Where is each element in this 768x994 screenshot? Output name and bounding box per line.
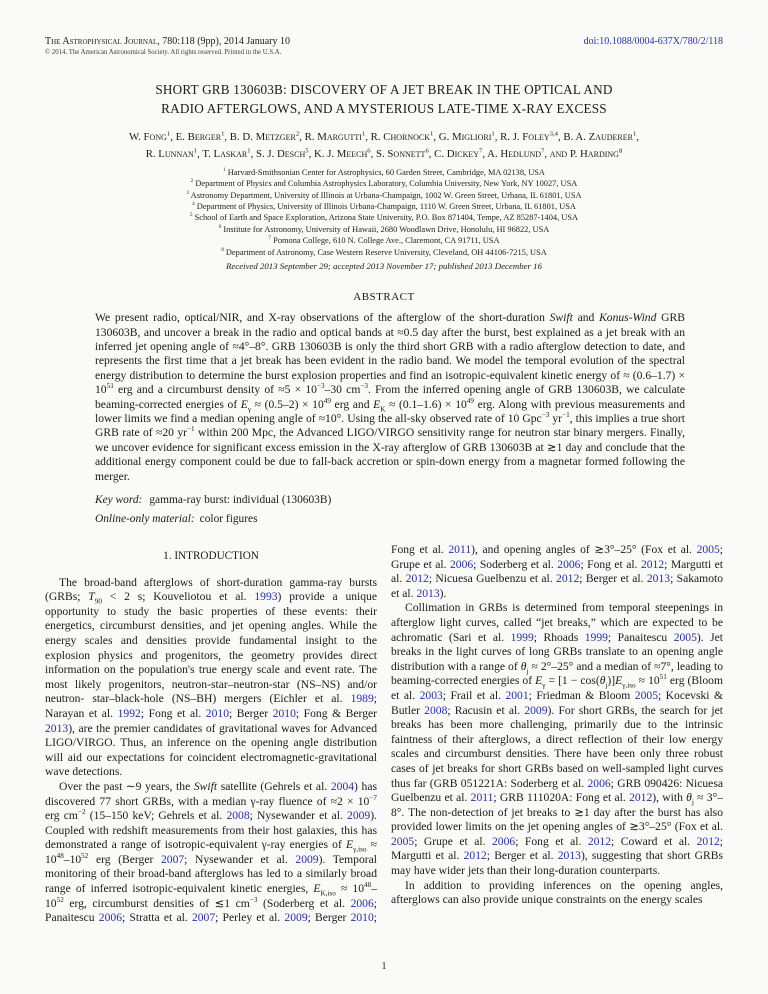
- intro-paragraph: Collimation in GRBs is determined from temporal steepenings in afterglow light curves, called “jet breaks,” which are expected to be achromatic (Sari et al. 1999; Rhoads 1999; Panaitescu 2005). Jet breaks in the light curves of long GRBs translate to an opening angle distribution with a range of $\theta_j \approx 2^\circ-25^\circ$ and a median of ≈7°, leading to beaming-corrected energies of $E_\gamma = [1 - \cos(\theta_j)]E_{\gamma,iso} \approx 10^{51}$ erg (Bloom et al. 2003; Frail et al. 2001; Friedman & Bloom 2005; Kocevski & Butler 2008; Racusin et al. 2009). For short GRBs, the search for jet breaks has been more challenging, primarily due to the intrinsic faintness of their afterglows, a direct reflection of their low energy scales and circumburst densities. There have been only three robust cases of jet breaks for short GRBs based on well-sampled light curves thus far (GRB 051221A: Soderberg et al. 2006; GRB 090426: Nicuesa Guelbenzu et al. 2011; GRB 111020A: Fong et al. 2012), with $\theta_j \approx 3^\circ-8^\circ$. The non-detection of jet breaks to ≳1 day after the burst has also provided lower limits on the jet opening angles of ≳3°–25° (Fox et al. 2005; Grupe et al. 2006; Fong et al. 2012; Coward et al. 2012; Margutti et al. 2012; Berger et al. 2013), suggesting that short GRBs may have wider jets than their long-duration counterparts.: [391, 601, 723, 878]
- citation-link[interactable]: 1999: [510, 630, 534, 644]
- citation-link[interactable]: 2011: [470, 791, 494, 805]
- authors-line2: R. Lunnan$^1$, T. Laskar$^1$, S. J. Desch$^5$, K. J. Meech$^6$, S. Sonnett$^6$, C. Dickey$^7$, A. Hedlund$^7$, and P. Harding$^8$: [145, 147, 623, 161]
- keyword-line: [95, 494, 685, 506]
- citation-link[interactable]: 2008: [226, 809, 250, 823]
- citation-link[interactable]: 2008: [424, 703, 448, 717]
- citation-link[interactable]: 2009: [284, 911, 308, 925]
- citation-link[interactable]: 2010: [205, 706, 229, 720]
- citation-link[interactable]: 2006: [98, 911, 122, 925]
- citation-link[interactable]: 2007: [160, 852, 185, 866]
- citation-link[interactable]: 2006: [557, 557, 581, 571]
- affiliation-line: $^7$ Pomona College, 610 N. College Ave., Claremont, CA 91711, USA: [268, 235, 500, 246]
- header: [45, 36, 723, 47]
- intro-paragraphs: [45, 543, 723, 927]
- citation-link[interactable]: 2006: [449, 557, 474, 571]
- citation-link[interactable]: 2012: [463, 849, 487, 863]
- page-number: 1: [381, 961, 387, 972]
- citation-link[interactable]: 2005: [696, 543, 720, 556]
- citation-link[interactable]: 2013: [646, 572, 671, 586]
- journal-name: The Astrophysical Journal: [45, 36, 158, 47]
- citation-link[interactable]: 2010: [350, 911, 374, 925]
- received-line: Received 2013 September 29; accepted 2013 November 17; published 2013 December 16: [226, 261, 542, 272]
- citation-link[interactable]: 2005: [391, 834, 415, 848]
- citation-link[interactable]: 2013: [416, 586, 440, 600]
- affiliation-line: $^5$ School of Earth and Space Exploration, Arizona State University, P.O. Box 871404, Tempe, AZ 85287-1404, USA: [189, 212, 579, 223]
- citation-link[interactable]: 2009: [347, 809, 371, 823]
- abstract-heading: ABSTRACT: [353, 291, 415, 304]
- citation-link[interactable]: 2006: [587, 776, 611, 790]
- citation-link[interactable]: 2012: [640, 557, 665, 571]
- affiliation-line: $^1$ Harvard-Smithsonian Center for Astrophysics, 60 Garden Street, Cambridge, MA 02138, USA: [223, 166, 545, 177]
- intro-paragraph: Over the past ∼9 years, the Swift satellite (Gehrels et al. 2004) has discovered 77 short GRBs, with a median γ-ray fluence of $\approx 2 \times 10^{-7}$ erg $cm^{-2}$ (15–150 keV; Gehrels et al. 2008; Nysewander et al. 2009). Coupled with redshift measurements from their host galaxies, this has demonstrated a range of isotropic-equivalent γ-ray energies of $E_{\gamma,iso} \approx 10^{48}-10^{52}$ erg (Berger 2007; Nysewander et al. 2009). Temporal monitoring of their broad-band afterglows has led to a similarly broad range of inferred isotropic-equivalent kinetic energies, $E_{K,iso} \approx 10^{48}-10^{52}$ erg, circumburst densities of ≲1 $cm^{-3}$ (Soderberg et al. 2006; Panaitescu 2006; Stratta et al. 2007; Perley et al. 2009; Berger 2010; Fong et al. 2011), and opening angles of ≳3°–25° (Fox et al. 2005; Grupe et al. 2006; Soderberg et al. 2006; Fong et al. 2012; Margutti et al. 2012; Nicuesa Guelbenzu et al. 2012; Berger et al. 2013; Sakamoto et al. 2013).: [45, 543, 723, 925]
- citation-link[interactable]: 2001: [505, 688, 529, 702]
- citation-link[interactable]: 2013: [45, 721, 69, 735]
- affiliation-line: $^2$ Department of Physics and Columbia Astrophysics Laboratory, Columbia University, New York, NY 10027, USA: [190, 178, 578, 189]
- intro-heading: 1. INTRODUCTION: [163, 550, 259, 562]
- citation-link[interactable]: 1993: [254, 590, 278, 604]
- keyword-text: gamma-ray burst: individual (130603B): [149, 494, 332, 506]
- abstract-text: We present radio, optical/NIR, and X-ray observations of the afterglow of the short-duration Swift and Konus-Wind GRB 130603B, and uncover a break in the radio and optical bands at ≈0.5 day after the burst, best explained as a jet break with an inferred jet opening angle of ≈4°–8°. GRB 130603B is only the third short GRB with a radio afterglow detection to date, and represents the first time that a jet break has been evident in the radio band. We model the temporal evolution of the spectral energy distribution to determine the burst explosion properties and find an isotropic-equivalent kinetic energy of ≈ $(0.6-1.7) \times 10^{51}$ erg and a circumburst density of $\approx 5 \times 10^{-3}-30$ $cm^{-3}$. From the inferred opening angle of GRB 130603B, we calculate beaming-corrected energies of $E_\gamma \approx (0.5-2) \times 10^{49}$ erg and $E_K \approx (0.1-1.6) \times 10^{49}$ erg. Along with previous measurements and lower limits we find a median opening angle of ≈10°. Using the all-sky observed rate of 10 Gpc$^{-3}$ $yr^{-1}$, this implies a true short GRB rate of ≈20 $yr^{-1}$ within 200 Mpc, the Advanced LIGO/VIRGO sensitivity range for neutron star binary mergers. Finally, we uncover evidence for significant excess emission in the X-ray afterglow of GRB 130603B at ≳1 day and conclude that the additional energy component could be due to fall-back accretion or spin-down energy from a magnetar formed following the merger.: [95, 311, 686, 483]
- citation-link[interactable]: 2007: [191, 911, 216, 925]
- keyword-label: Key word:: [95, 494, 143, 506]
- citation-link[interactable]: 2012: [405, 572, 429, 586]
- affiliation-line: $^3$ Astronomy Department, University of Illinois at Urbana-Champaign, 1002 W. Green Street, Urbana, IL 61801, USA: [186, 189, 582, 200]
- citation-link[interactable]: 2012: [696, 834, 720, 848]
- authors-line1: W. Fong$^1$, E. Berger$^1$, B. D. Metzger$^2$, R. Margutti$^1$, R. Chornock$^1$, G. Migliori$^1$, R. J. Foley$^{3,4}$, B. A. Zauderer$^1$,: [128, 130, 640, 144]
- citation-link[interactable]: 2009: [524, 703, 548, 717]
- citation-link[interactable]: 1989: [350, 692, 374, 706]
- citation-link[interactable]: 1999: [584, 630, 608, 644]
- paper-title: [45, 80, 723, 118]
- citation-link[interactable]: 2006: [350, 896, 374, 910]
- citation-link[interactable]: 2005: [673, 630, 697, 644]
- affiliation-line: $^8$ Department of Astronomy, Case Western Reserve University, Cleveland, OH 44106-7215, USA: [221, 246, 547, 257]
- journal-issue-info: , 780:118 (9pp), 2014 January 10: [157, 36, 290, 47]
- citation-link[interactable]: 1992: [117, 706, 141, 720]
- paper-title-line1: SHORT GRB 130603B: DISCOVERY OF A JET BREAK IN THE OPTICAL AND: [155, 82, 613, 97]
- material-line: [95, 513, 685, 525]
- affiliations: [45, 167, 723, 258]
- paper-title-line2: RADIO AFTERGLOWS, AND A MYSTERIOUS LATE-TIME X-RAY EXCESS: [161, 101, 607, 117]
- citation-link[interactable]: 2009: [295, 852, 319, 866]
- citation-link[interactable]: 2010: [272, 706, 296, 720]
- authors-block: [45, 129, 723, 162]
- doi-link[interactable]: doi:10.1088/0004-637X/780/2/118: [583, 36, 723, 47]
- citation-link[interactable]: 2013: [557, 849, 581, 863]
- citation-link[interactable]: 2012: [556, 572, 580, 586]
- citation-link[interactable]: 2012: [587, 834, 612, 848]
- citation-link[interactable]: 2003: [419, 688, 443, 702]
- citation-link[interactable]: 2004: [330, 779, 355, 793]
- citation-link[interactable]: 2005: [634, 688, 658, 702]
- introduction-section: [45, 543, 723, 927]
- citation-link[interactable]: 2012: [629, 791, 653, 805]
- affiliation-line: $^4$ Department of Physics, University of Illinois Urbana-Champaign, 1110 W. Green Street, Urbana, IL 61801, USA: [192, 201, 576, 212]
- material-text: color figures: [199, 513, 258, 525]
- copyright-line: © 2014. The American Astronomical Society. All rights reserved. Printed in the U.S.A.: [45, 49, 282, 56]
- journal-line: [45, 36, 290, 47]
- affiliation-line: $^6$ Institute for Astronomy, University of Hawaii, 2680 Woodlawn Drive, Honolulu, HI 96822, USA: [218, 224, 550, 234]
- intro-paragraph: The broad-band afterglows of short-duration gamma-ray bursts (GRBs; $T_{90} < 2$ s; Kouveliotou et al. 1993) provide a unique opportunity to study the basic properties of these events: their energetics, circumburst densities, and jet opening angles. While the energy scales and densities provide fundamental insight to the explosion physics and progenitors, the geometry provides direct information on the population's true energy scale and event rate. The most likely progenitors, neutron-star–neutron-star (NS–NS) and/or neutron- star–black-hole (NS–BH) mergers (Eichler et al. 1989; Narayan et al. 1992; Fong et al. 2010; Berger 2010; Fong & Berger 2013), are the premier candidates of gravitational waves for Advanced LIGO/VIRGO. Thus, an inference on the opening angle distribution will aid our expectations for coincident electromagnetic-gravitational wave detections.: [45, 575, 378, 779]
- material-label: Online-only material:: [95, 513, 195, 525]
- intro-paragraph: In addition to providing inferences on the opening angles, afterglows can also provide unique constraints on the energy scales: [391, 878, 723, 907]
- citation-link[interactable]: 2011: [448, 543, 472, 556]
- citation-link[interactable]: 2006: [492, 834, 516, 848]
